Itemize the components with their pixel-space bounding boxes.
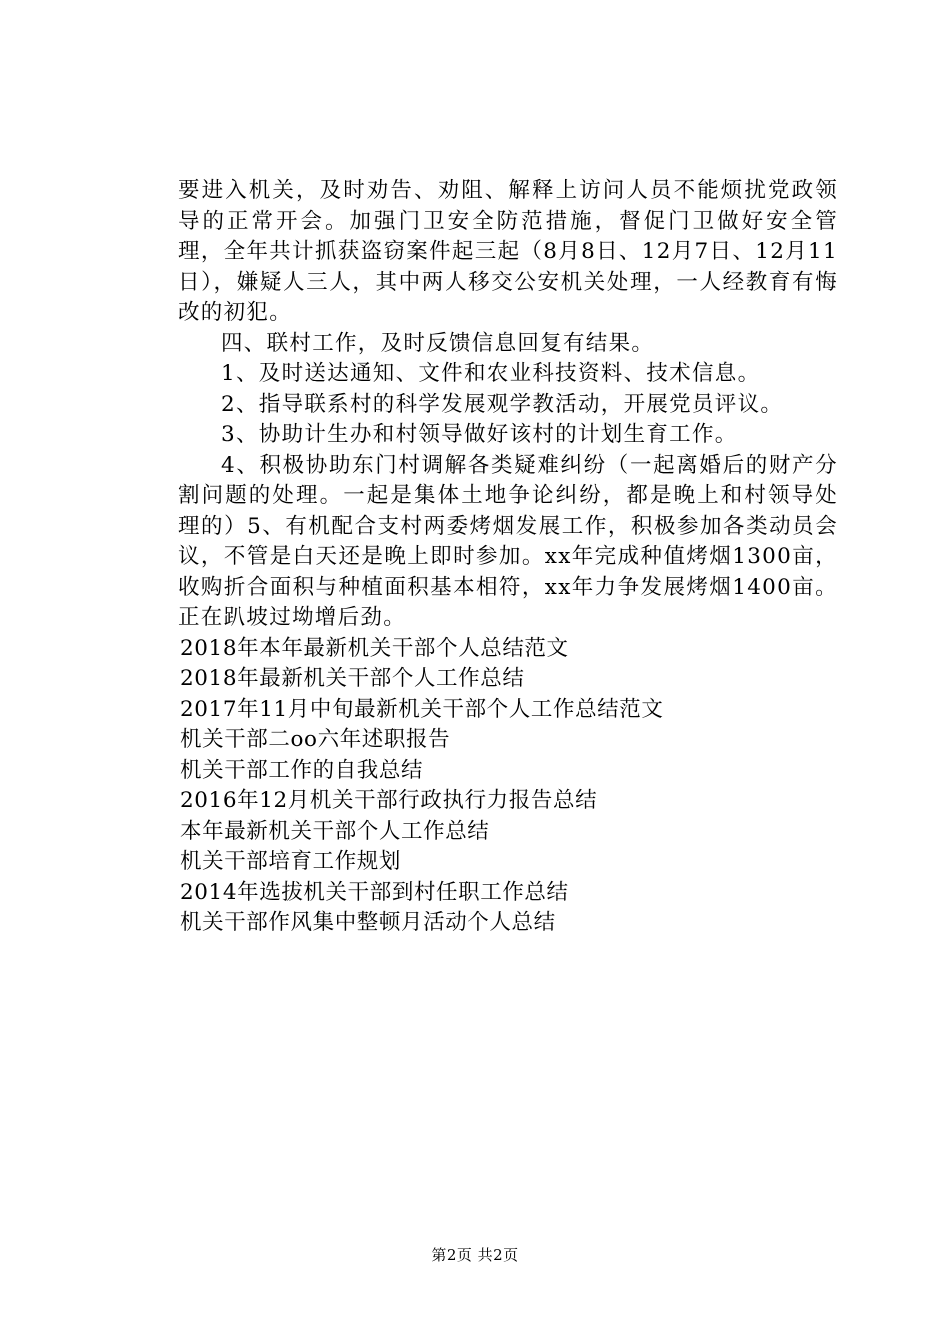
body-paragraph-item-4: 4、积极协助东门村调解各类疑难纠纷（一起离婚后的财产分割问题的处理。一起是集体土地争论纠纷，都是晚上和村领导处理的）5、有机配合支村两委烤烟发展工作，积极参加各类动员会议，不管是白天还是晚上即时参加。xx年完成种值烤烟1300亩，收购折合面积与种植面积基本相符，xx年力争发展烤烟1400亩。正在趴坡过坳增后劲。 <box>178 452 838 630</box>
related-article-item <box>178 664 838 695</box>
related-article-link[interactable]: 本年最新机关干部个人工作总结 <box>180 818 490 844</box>
related-article-item <box>178 878 838 909</box>
related-article-item <box>178 756 838 787</box>
page-footer <box>0 1244 950 1265</box>
related-article-item <box>178 725 838 756</box>
related-article-link[interactable]: 2014年选拔机关干部到村任职工作总结 <box>180 879 569 905</box>
related-article-link[interactable]: 机关干部二oo六年述职报告 <box>180 727 451 752</box>
related-article-link[interactable]: 机关干部作风集中整顿月活动个人总结 <box>180 910 556 935</box>
related-article-item <box>178 695 838 726</box>
related-article-item <box>178 908 838 939</box>
document-body <box>178 176 838 939</box>
related-article-link[interactable]: 2017年11月中旬最新机关干部个人工作总结范文 <box>180 696 664 722</box>
related-articles-list <box>178 634 838 939</box>
related-article-link[interactable]: 2018年本年最新机关干部个人总结范文 <box>180 635 569 661</box>
related-article-link[interactable]: 机关干部培育工作规划 <box>180 849 402 874</box>
page-number: 第2页 共2页 <box>431 1246 519 1264</box>
related-article-item <box>178 817 838 848</box>
related-article-item <box>178 847 838 878</box>
body-paragraph-item-2: 2、指导联系村的科学发展观学教活动，开展党员评议。 <box>221 391 784 417</box>
body-paragraph-item-3: 3、协助计生办和村领导做好该村的计划生育工作。 <box>221 422 738 447</box>
related-article-item <box>178 786 838 817</box>
related-article-link[interactable]: 2018年最新机关干部个人工作总结 <box>180 666 525 691</box>
related-article-link[interactable]: 2016年12月机关干部行政执行力报告总结 <box>180 788 598 813</box>
related-article-link[interactable]: 机关干部工作的自我总结 <box>180 757 424 783</box>
related-article-item <box>178 634 838 665</box>
body-paragraph-1: 要进入机关，及时劝告、劝阻、解释上访问人员不能烦扰党政领导的正常开会。加强门卫安全防范措施，督促门卫做好安全管理，全年共计抓获盗窃案件起三起（8月8日、12月7日、12月11日），嫌疑人三人，其中两人移交公安机关处理，一人经教育有悔改的初犯。 <box>178 178 838 325</box>
section-heading-liancun: 四、联村工作，及时反馈信息回复有结果。 <box>221 330 655 356</box>
body-paragraph-item-1: 1、及时送达通知、文件和农业科技资料、技术信息。 <box>221 361 761 386</box>
